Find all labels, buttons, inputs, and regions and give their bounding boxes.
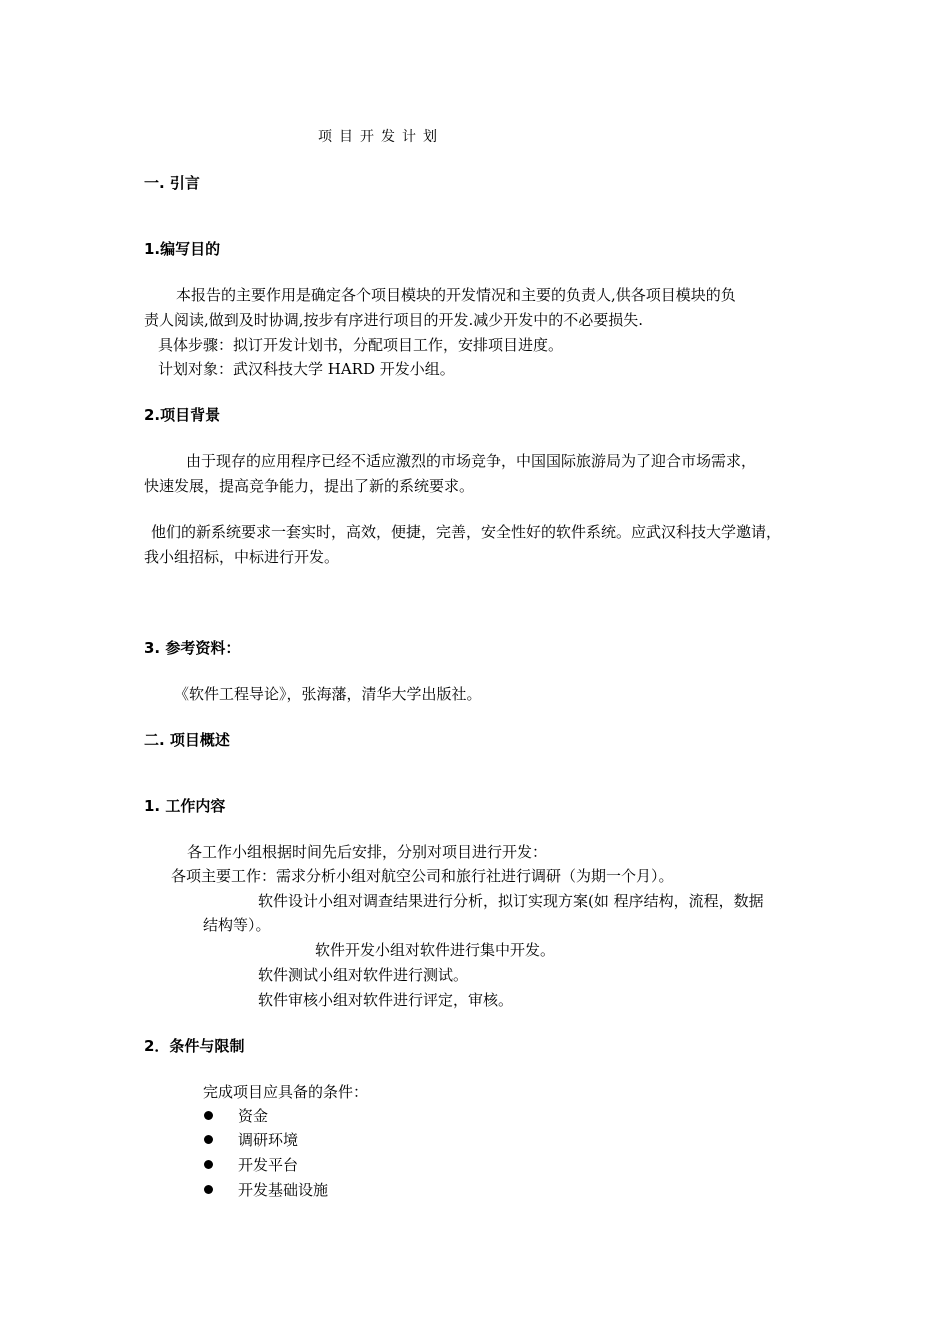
section-2-heading: 二. 项目概述 [144,731,230,749]
task-develop-line: 软件开发小组对软件进行集中开发。 [315,941,556,959]
background-paragraph-2-line-2: 我小组招标，中标进行开发。 [144,548,340,566]
reference-line: 《软件工程导论》，张海藩，清华大学出版社。 [174,685,482,703]
task-test-line: 软件测试小组对软件进行测试。 [258,966,469,984]
background-paragraph-1-line-1: 由于现存的应用程序已经不适应激烈的市场竞争，中国国际旅游局为了迎合市场需求， [186,452,757,470]
list-item-label: 开发平台 [238,1156,299,1174]
purpose-paragraph-line-2: 责人阅读,做到及时协调,按步有序进行项目的开发.减少开发中的不必要损失. [144,311,644,329]
steps-line: 具体步骤：拟订开发计划书，分配项目工作，安排项目进度。 [158,336,564,354]
target-line: 计划对象：武汉科技大学 HARD 开发小组。 [158,360,455,378]
bullet-icon [204,1135,213,1144]
list-item-label: 开发基础设施 [238,1181,329,1199]
bullet-icon [204,1160,213,1169]
list-item-label: 调研环境 [238,1131,299,1149]
subsection-2-2-heading: 2．条件与限制 [144,1037,245,1055]
task-design-line-1: 软件设计小组对调查结果进行分析，拟订实现方案(如 程序结构，流程，数据 [258,892,764,910]
tasks-lead-line: 各项主要工作：需求分析小组对航空公司和旅行社进行调研（为期一个月）。 [171,867,674,885]
subsection-1-1-heading: 1.编写目的 [144,240,221,258]
conditions-intro-line: 完成项目应具备的条件： [203,1083,369,1101]
section-1-heading: 一. 引言 [144,174,200,192]
task-design-line-2: 结构等）。 [203,916,271,934]
task-review-line: 软件审核小组对软件进行评定，审核。 [258,991,514,1009]
doc-title: 项目开发计划 [318,129,444,145]
bullet-icon [204,1185,213,1194]
purpose-paragraph-line-1: 本报告的主要作用是确定各个项目模块的开发情况和主要的负责人,供各项目模块的负 [176,286,736,304]
background-paragraph-2-line-1: 他们的新系统要求一套实时，高效，便捷，完善，安全性好的软件系统。应武汉科技大学邀请， [151,523,782,541]
subsection-1-2-heading: 2.项目背景 [144,406,221,424]
work-intro-line: 各工作小组根据时间先后安排，分别对项目进行开发： [187,843,548,861]
subsection-2-1-heading: 1. 工作内容 [144,797,226,815]
background-paragraph-1-line-2: 快速发展，提高竞争能力，提出了新的系统要求。 [144,477,475,495]
subsection-1-3-heading: 3. 参考资料： [144,639,241,657]
list-item-label: 资金 [238,1107,269,1125]
bullet-icon [204,1111,213,1120]
